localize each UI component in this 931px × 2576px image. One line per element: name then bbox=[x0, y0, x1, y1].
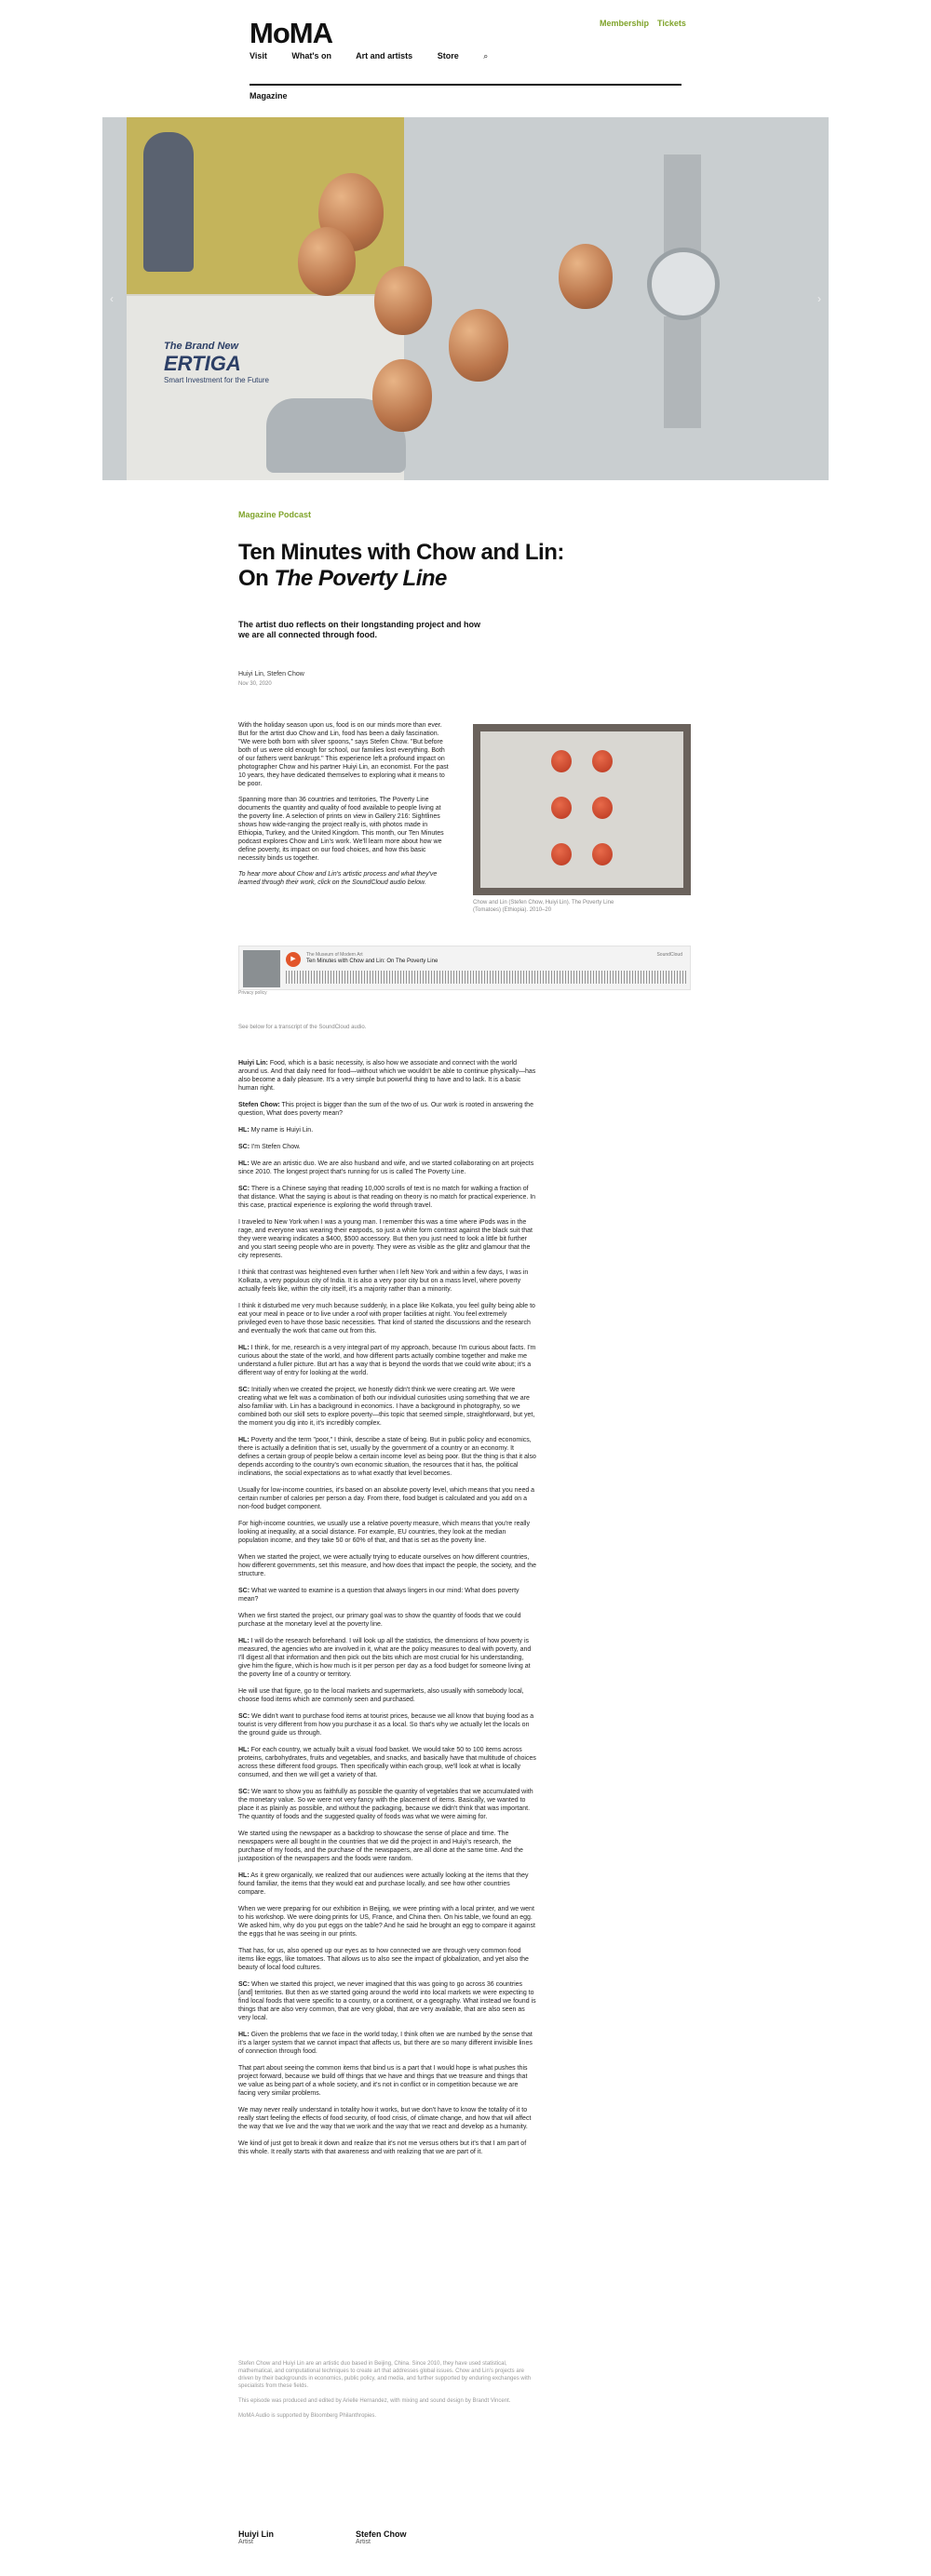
main-nav bbox=[250, 51, 510, 61]
intro-paragraph: With the holiday season upon us, food is on our minds more than ever. But for the artist duo Chow and Lin, food has been a daily fascination. "We were both born with silver spoons," says Stefen Chow. "But before both of us were old enough for school, our families lost everything. Both of our fathers went bankrupt." This experience left a profound impact on photographer Chow and his partner Huiyi Lin, an economist. For the past 10 years, they have dedicated themselves to exploring what it means to be poor. bbox=[238, 722, 449, 787]
credits-produced: This episode was produced and edited by Arielle Hernandez, with mixing and sound design by Brandt Vincent. bbox=[238, 2398, 511, 2404]
transcript-note: See below for a transcript of the SoundCloud audio. bbox=[238, 1025, 367, 1030]
transcript-paragraph: HL: My name is Huiyi Lin. bbox=[238, 1127, 314, 1134]
poster-brand: The Brand New bbox=[164, 341, 239, 352]
nav-item-visit[interactable]: Visit bbox=[250, 51, 267, 60]
transcript-paragraph: I traveled to New York when I was a young man. I remember this was a time where iPods was in the rage, and everyone was wearing their earpods, so just a white form contrast against the black suit that they were wearing indicates a $400, $500 accessory. But then you just need to look a little bit further and you start seeing people who are in poverty. They were as visible as the glitz and glamour that the city represents. bbox=[238, 1219, 533, 1259]
transcript-paragraph: He will use that figure, go to the local markets and supermarkets, also usually with somebody local, choose food items which are commonly seen and purchased. bbox=[238, 1688, 524, 1703]
transcript-paragraph: When we first started the project, our primary goal was to show the quantity of foods that we could purchase at the monetary level at the poverty line. bbox=[238, 1613, 521, 1628]
image-caption: Chow and Lin (Stefen Chow, Huiyi Lin). The Poverty Line (Tomatoes) (Ethiopia). 2010–20 bbox=[473, 900, 614, 913]
tomato-image bbox=[551, 797, 572, 819]
tomato-image bbox=[592, 797, 613, 819]
transcript-paragraph: HL: I think, for me, research is a very integral part of my approach, because I'm curious about facts. I'm curious about the state of the world, and how different parts actually combine together and make me understand a fuller picture. But art has a way that is beyond the words that we could write about; it's a different way of entry for looking at the world. bbox=[238, 1345, 536, 1376]
transcript bbox=[238, 1059, 536, 2165]
transcript-paragraph: SC: When we started this project, we never imagined that this was going to go across 36 countries [and] territories. But then as we started going around the world into local markets we were expecting to find local foods that were specific to a country, or a continent, or a geography. What instead we found is things that are also very common, that are very global, that are very available, that are also seen as very local. bbox=[238, 1981, 536, 2021]
transcript-paragraph: We may never really understand in totality how it works, but we don't have to know the totality of it to really start feeling the effects of food security, of food crisis, of climate change, and how that will affect the way that we live and the way that we work and the way that we react and develop as a humanity. bbox=[238, 2107, 532, 2130]
player-thumbnail bbox=[243, 950, 280, 987]
transcript-paragraph: SC: There is a Chinese saying that reading 10,000 scrolls of text is no match for walking a fraction of that distance. What the saying is about is that reading on theory is no match for practical experience. In this case, practical experience is exploring the world through travel. bbox=[238, 1186, 536, 1209]
privacy-policy-link[interactable]: Privacy policy bbox=[238, 990, 267, 996]
article-intro bbox=[238, 721, 451, 894]
tickets-link[interactable]: Tickets bbox=[657, 19, 686, 28]
membership-link[interactable]: Membership bbox=[600, 19, 650, 28]
intro-paragraph: To hear more about Chow and Lin's artistic process and what they've learned through their work, click on the SoundCloud audio below. bbox=[238, 871, 438, 886]
transcript-paragraph: Stefen Chow: This project is bigger than the sum of the two of us. Our work is rooted in answering the question, What does poverty mean? bbox=[238, 1102, 533, 1117]
transcript-paragraph: For high-income countries, we usually use a relative poverty measure, which means that you're really looking at inequality, at a social distance. For example, EU countries, they look at the median population income, and they take 50 or 60% of that, and that is set as the poverty line. bbox=[238, 1521, 530, 1544]
poster-tagline: Smart Investment for the Future bbox=[164, 376, 269, 384]
poster-model: ERTIGA bbox=[164, 352, 241, 375]
title-text: Ten Minutes with Chow and Lin: On bbox=[238, 540, 564, 591]
article-credits bbox=[238, 2360, 533, 2427]
tomato-image bbox=[592, 843, 613, 865]
transcript-paragraph: SC: I'm Stefen Chow. bbox=[238, 1144, 301, 1150]
credits-bio: Stefen Chow and Huiyi Lin are an artistic duo based in Beijing, China. Since 2010, they have used statistical, mathematical, and computational techniques to create art that addresses global issues. Chow and Lin's projects are driven by their backgrounds in economics, public policy, and media, and further supported by enduring exchanges with specialists from these fields. bbox=[238, 2361, 532, 2389]
egg-image bbox=[298, 227, 356, 296]
transcript-paragraph: HL: For each country, we actually built a visual food basket. We would take 50 to 100 items across proteins, carbohydrates, fruits and vegetables, and snacks, and basically have that multitude of choices across these different food groups. Then specifically within each group, we'll look at what is locally consumed, and then we will get a variety of that. bbox=[238, 1747, 536, 1778]
egg-image bbox=[559, 244, 613, 309]
title-italic-text: The Poverty Line bbox=[274, 566, 447, 591]
author-name[interactable]: Stefen Chow bbox=[356, 2529, 407, 2539]
site-header bbox=[250, 17, 686, 102]
poster-person-figure bbox=[143, 132, 194, 272]
player-owner[interactable]: The Museum of Modern Art bbox=[306, 952, 363, 958]
transcript-paragraph: We kind of just got to break it down and realize that it's not me versus others but it's that I am part of this whole. It really starts with that awareness and with realizing that we are part of it. bbox=[238, 2140, 527, 2155]
transcript-paragraph: HL: As it grew organically, we realized that our audiences were actually looking at the items that they found familiar, the items that they would eat and purchase locally, and see how other countries compare. bbox=[238, 1872, 529, 1896]
player-waveform[interactable] bbox=[286, 971, 686, 984]
soundcloud-player[interactable] bbox=[238, 946, 691, 990]
egg-image bbox=[374, 266, 432, 335]
transcript-paragraph: When we were preparing for our exhibition in Beijing, we were printing with a local printer, and we went to his workshop. We were doing prints for US, France, and China then. On his table, we found an egg. We asked him, why do you put eggs on the table? And he said he brought an egg to compare it against the eggs that he was seeing in our prints. bbox=[238, 1906, 535, 1938]
article-subtitle: The artist duo reflects on their longstanding project and how we are all connected through food. bbox=[238, 620, 481, 639]
transcript-paragraph: Usually for low-income countries, it's based on an absolute poverty level, which means that you need a certain number of calories per person a day. From there, food budget is calculated and you add on a non-food budget component. bbox=[238, 1487, 535, 1510]
player-track-title[interactable]: Ten Minutes with Chow and Lin: On The Poverty Line bbox=[306, 959, 439, 964]
play-icon[interactable]: ▶ bbox=[286, 952, 301, 967]
magazine-link[interactable]: Magazine bbox=[250, 91, 288, 101]
author-name[interactable]: Huiyi Lin bbox=[238, 2529, 274, 2539]
header-divider bbox=[250, 84, 681, 86]
article-date: Nov 30, 2020 bbox=[238, 681, 272, 687]
article-authors[interactable]: Huiyi Lin, Stefen Chow bbox=[238, 671, 304, 678]
watch-image bbox=[647, 248, 720, 320]
page-title bbox=[238, 540, 592, 592]
author-role: Artist bbox=[238, 2539, 253, 2545]
chevron-left-icon[interactable]: ‹ bbox=[110, 292, 114, 305]
tomato-image bbox=[551, 843, 572, 865]
artwork-image[interactable] bbox=[473, 724, 691, 895]
transcript-paragraph: SC: What we wanted to examine is a question that always lingers in our mind: What does poverty mean? bbox=[238, 1588, 519, 1603]
tomato-image bbox=[592, 750, 613, 772]
egg-image bbox=[449, 309, 508, 382]
soundcloud-logo[interactable]: SoundCloud bbox=[656, 952, 682, 958]
transcript-paragraph: HL: We are an artistic duo. We are also husband and wife, and we started collaborating on art projects since 2010. The longest project that's running for us is called The Poverty Line. bbox=[238, 1161, 534, 1175]
transcript-paragraph: I think that contrast was heightened even further when I left New York and within a few days, I was in Kolkata, a very populous city of India. It is also a very poor city but on a mass level, where poverty actually feels like, within the city itself, it's a majority rather than a minority. bbox=[238, 1269, 529, 1293]
article-kicker[interactable]: Magazine Podcast bbox=[238, 510, 312, 519]
search-icon[interactable]: ⌕ bbox=[483, 51, 489, 60]
transcript-paragraph: SC: We didn't want to purchase food items at tourist prices, because we all know that buying food as a tourist is very different from how you purchase it as a local. So that's why we actually let the locals on the ground guide us through. bbox=[238, 1713, 534, 1737]
transcript-paragraph: HL: I will do the research beforehand. I will look up all the statistics, the dimensions of how poverty is measured, the agencies who are involved in it, what are the policy measures to deal with poverty, and I'll digest all that information and then pick out the bits which are most crucial for his understanding, give him the figure, which is how much is it per person per day as a food budget for someone living at the poverty line of a country or territory. bbox=[238, 1638, 532, 1678]
author-role: Artist bbox=[356, 2539, 371, 2545]
moma-logo[interactable]: MoMA bbox=[250, 17, 332, 49]
transcript-paragraph: HL: Given the problems that we face in the world today, I think often we are numbed by the sense that it's a larger system that we cannot impact that affects us, but there are so many different invisible lines of connection through food. bbox=[238, 2032, 533, 2055]
chevron-right-icon[interactable]: › bbox=[817, 292, 821, 305]
transcript-paragraph: SC: Initially when we created the project, we honestly didn't think we were creating art. We were creating what we felt was a combination of both our individual curiosities using something that we are also familiar with. Lin has a background in economics. I have a background in photography, so we combined both our skill sets to explore poverty—this topic that seemed simple, straightforward, but yet, the moment you dig into it, it's incredibly complex. bbox=[238, 1387, 535, 1427]
transcript-paragraph: HL: Poverty and the term "poor," I think, describe a state of being. But in public policy and economics, there is actually a definition that is set, usually by the government of a country or an economy. It defines a certain group of people below a certain income level as being poor. But the thing is that it also depends according to the country's own economic situation, the resources that it has, the political inclinations, the social expectations as to what exactly that level becomes. bbox=[238, 1437, 536, 1477]
watch-band bbox=[664, 316, 701, 428]
transcript-paragraph: I think it disturbed me very much because suddenly, in a place like Kolkata, you feel guilty being able to eat your meal in peace or to live under a roof with proper facilities at night. You feel extremely privileged even to have those basic necessities. That kind of started the discussions and the research and eventually the work that came out from this. bbox=[238, 1303, 535, 1335]
egg-image bbox=[372, 359, 432, 432]
credits-supported: MoMA Audio is supported by Bloomberg Philanthropies. bbox=[238, 2413, 377, 2419]
transcript-paragraph: That has, for us, also opened up our eyes as to how connected we are through very common food items like eggs, like tomatoes. That allows us to also see the impact of globalization, and yet also the beauty of local food cultures. bbox=[238, 1948, 529, 1971]
intro-paragraph: Spanning more than 36 countries and territories, The Poverty Line documents the quantity and quality of food available to people living at the poverty line. A selection of prints on view in Gallery 216: Sightlines shows how wide-ranging the project really is, with photos made in Ethiopia, Turkey, and the United Kingdom. This month, our Ten Minutes podcast explores Chow and Lin's work. We'll learn more about how we define poverty, its impact on our food choices, and how this basic necessity binds us together. bbox=[238, 797, 444, 862]
nav-item-whats-on[interactable]: What's on bbox=[291, 51, 331, 60]
author-bio[interactable] bbox=[356, 2529, 407, 2545]
hero-image bbox=[102, 117, 829, 480]
nav-item-store[interactable]: Store bbox=[437, 51, 459, 60]
transcript-paragraph: SC: We want to show you as faithfully as possible the quantity of vegetables that we accumulated with the monetary value. So we were not very fancy with the placement of items. Basically, we wanted to place it as plainly as possible, and without the packaging, because we didn't think that was important. The quantity of foods and the suggested quality of foods was what we were aiming for. bbox=[238, 1789, 533, 1820]
author-bio[interactable] bbox=[238, 2529, 274, 2545]
newspaper-poster bbox=[127, 117, 404, 480]
nav-item-art-and-artists[interactable]: Art and artists bbox=[356, 51, 413, 60]
transcript-paragraph: When we started the project, we were actually trying to educate ourselves on how different countries, how different governments, set this measure, and how does that impact the people, the society, and the structure. bbox=[238, 1554, 536, 1577]
transcript-paragraph: That part about seeing the common items that bind us is a part that I would hope is what pushes this project forward, because we build off things that we have and things that we treasure and things that we value as being part of a whole society, and it's not in conflict or in competition because we are facing very similar problems. bbox=[238, 2065, 528, 2097]
tomato-image bbox=[551, 750, 572, 772]
transcript-paragraph: Huiyi Lin: Food, which is a basic necessity, is also how we associate and connect with the world around us. And that daily need for food—without which we wouldn't be able to continue physically—has also become a daily pleasure. It's a very simple but powerful thing to have and to lack. It is a basic human right. bbox=[238, 1060, 536, 1092]
transcript-paragraph: We started using the newspaper as a backdrop to showcase the sense of place and time. The newspapers were all bought in the countries that we did the project in and Huiyi's research, the purchase of my foods, and the purchase of the newspapers, are all done at the same time. And the juxtaposition of the newspapers and the foods were random. bbox=[238, 1831, 523, 1862]
